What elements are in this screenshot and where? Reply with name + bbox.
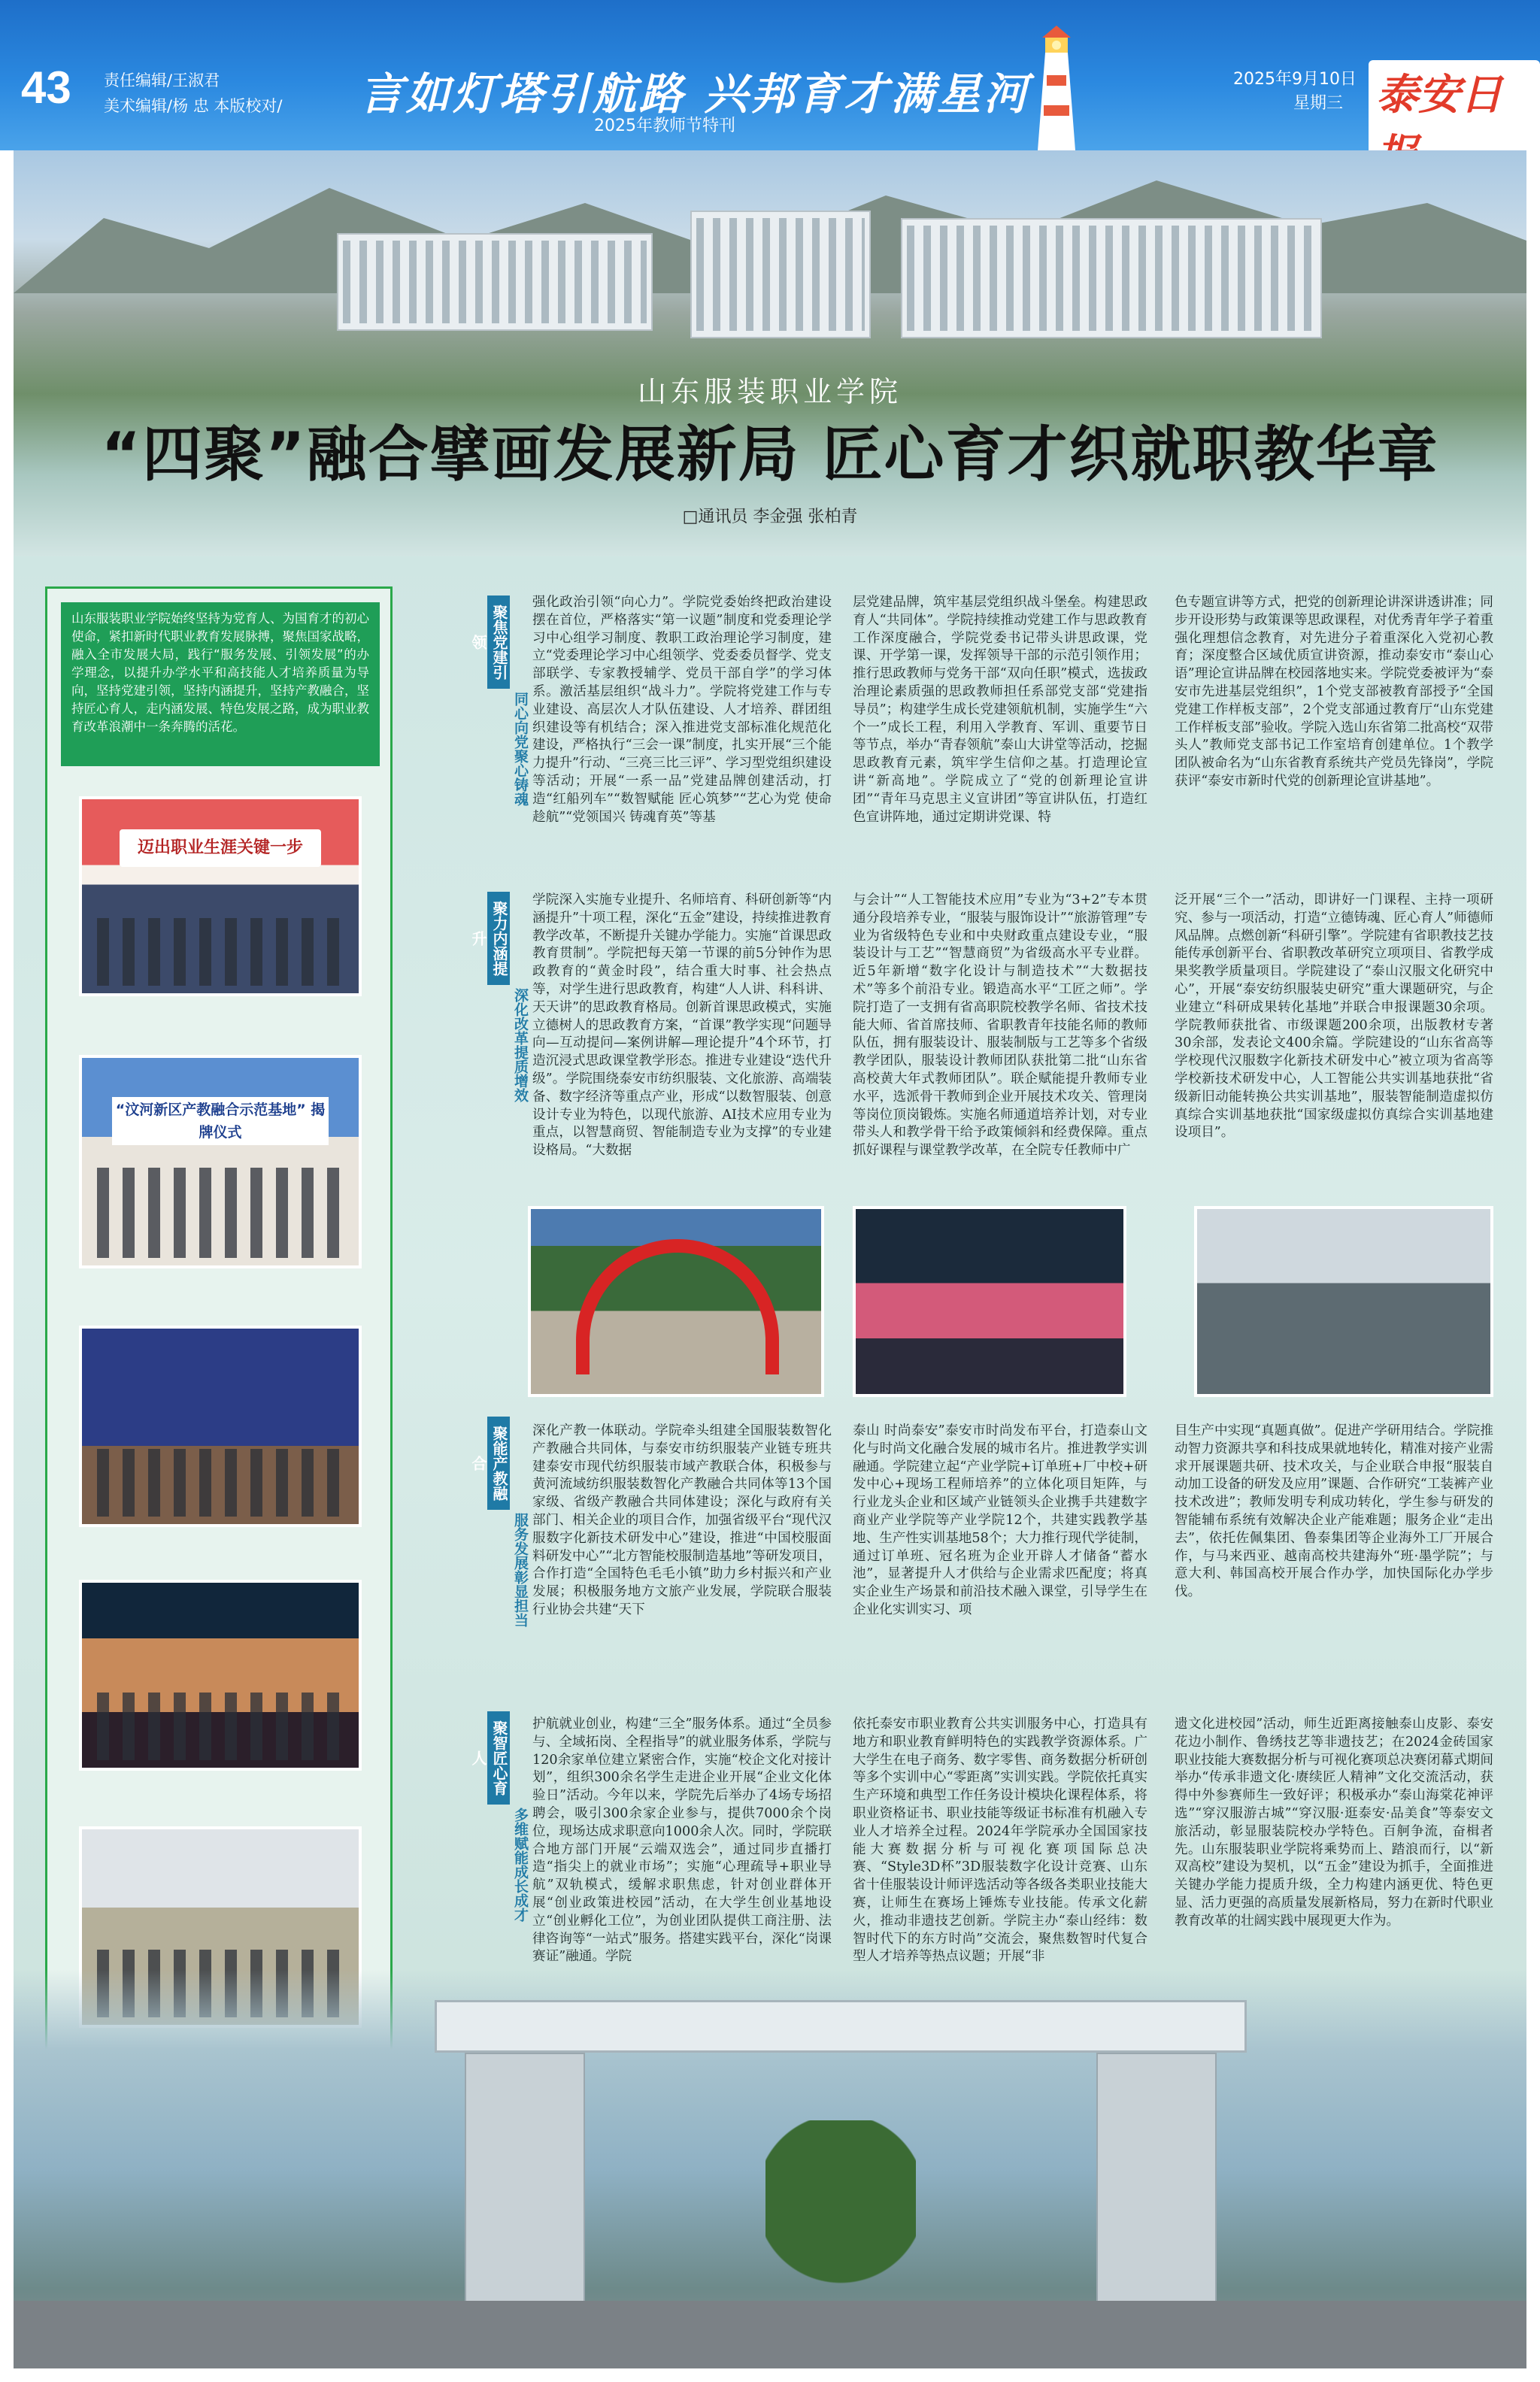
photo-career-event: [79, 796, 362, 996]
editor-line-1: 责任编辑/王淑君: [104, 71, 220, 89]
section2-column1: 学院深入实施专业提升、名师培育、科研创新等“内涵提升”十项工程，深化“五金”建设，持续推进教育教学改革，不断提升关键办学能力。实施“首课思政教育贯制”。学院把每天第一节课的前5分钟作为思政教育的“黄金时段”，结合重大时事、社会热点等，对学生进行思政教育，构建“人人讲、科科讲、天天讲”的思政教育格局。创新首课思政模式，实施立德树人的思政教育方案，“首课”教学实现“问题导向—互动提问—案例讲解—理论提升”4个环节，打造沉浸式思政课堂教学形态。推进专业建设“迭代升级”。学院围绕泰安市纺织服装、文化旅游、高端装备、数字经济等重点产业，形成“以数智服装、创意设计专业为特色，以现代旅游、AI技术应用专业为重点，以智慧商贸、智能制造专业为支撑”的专业建设格局。“大数据: [532, 892, 832, 1159]
edition-title: 言如灯塔引航路 兴邦育才满星河: [359, 68, 1031, 120]
people-silhouettes: [97, 1168, 344, 1258]
trees: [765, 2120, 916, 2316]
editor-line-2: 美术编辑/杨 忠 本版校对/: [104, 97, 283, 115]
road: [14, 2301, 1526, 2368]
section-subtab-party: 同心向党聚心铸魂: [512, 692, 529, 806]
photo-skills-competition: [79, 1326, 362, 1527]
photo-unveiling-ceremony: [79, 1055, 362, 1268]
section3-column2: 泰山 时尚泰安”泰安市时尚发布平台，打造泰山文化与时尚文化融合发展的城市名片。推进教学实训融通。学院建立起“产业学院+订单班+厂中校+研发中心+现场工程师培养”的立体化项目矩阵，与行业龙头企业和区域产业链领头企业携手共建数字商业产业学院等产业学院12个，共建实践教学基地、生产性实训基地58个；大力推行现代学徒制，通过订单班、冠名班为企业开辟人才储备“蓄水池”，显著提升人才供给与企业需求匹配度；将真实企业生产场景和前沿技术融入课堂，引导学生在企业化实训实习、项: [853, 1423, 1147, 1617]
section2-column2: 与会计”“人工智能技术应用”专业为“3+2”专本贯通分段培养专业，“服装与服饰设计”“旅游管理”专业为省级特色专业和中央财政重点建设专业，“服装设计与工艺”“智慧商贸”为省级高水平专业群。近5年新增“数字化设计与制造技术”“大数据技术”等多个前沿专业。锻造高水平“工匠之师”。学院打造了一支拥有省高职院校教学名师、省技术技能大师、省首席技师、省职教青年技能名师的教师队伍，拥有服装设计、服装制版与工艺等多个省级教学团队，服装设计教师团队获批第二批“山东省高校黄大年式教师团队”。联企赋能提升教师专业水平，选派骨干教师到企业开展技术攻关、管理岗等岗位顶岗锻炼。实施名师通道培养计划，对专业带头人和教学骨干给予政策倾斜和经费保障。重点抓好课程与课堂教学改革，在全院专任教师中广: [853, 892, 1147, 1159]
photo-runway-show: [853, 1206, 1126, 1397]
lighthouse-icon: [1015, 23, 1098, 150]
section-tab-talent: 聚智匠心育人: [487, 1711, 510, 1805]
photo-banner-text: 迈出职业生涯关键一步: [120, 829, 321, 867]
issue-date: [1233, 68, 1357, 116]
campus-building-center: [690, 211, 871, 338]
section4-column2: 依托泰安市职业教育公共实训服务中心，打造具有地方和职业教育鲜明特色的实践教学资源体系。广大学生在电子商务、数字零售、商务数据分析研创等多个实训中心“零距离”实训实践。学院依托真实生产环境和典型工作任务设计模块化课程体系，将职业资格证书、职业技能等级证书标准有机融入专业人才培养全过程。2024年学院承办全国国家技能大赛数据分析与可视化赛项国际总决赛、“Style3D杯”3D服装数字化设计竞赛、山东省十佳服装设计师评选活动等各级各类职业技能大赛，让师生在赛场上锤炼专业技能。传承文化薪火，推动非遗技艺创新。学院主办“泰山经纬：数智时代下的东方时尚”交流会，聚焦数智时代复合型人才培养等热点议题；开展“非: [853, 1717, 1147, 1965]
audience-silhouettes: [97, 918, 344, 986]
intro-text: 山东服装职业学院始终坚持为党育人、为国育才的初心使命，紧扣新时代职业教育发展脉搏，聚焦国家战略，融入全市发展大局，践行“服务发展、引领发展”的办学理念，以提升办学水平和高技能人才培养质量为导向，坚持党建引领，坚持内涵提升，坚持产教融合，坚持匠心育人，走内涵发展、特色发展之路，成为职业教育改革浪潮中一条奔腾的活花。: [61, 602, 380, 766]
section2-column3: 泛开展“三个一”活动，即讲好一门课程、主持一项研究、参与一项活动，打造“立德铸魂、匠心育人”师德师风品牌。点燃创新“科研引擎”。学院建有省职教技艺技能传承创新平台、省职教改革研究立项项目、省教学成果奖教学质量项目。学院建设了“泰山汉服文化研究中心”，开展“泰安纺织服装史研究”重大课题研究，与企业建立“科研成果转化基地”并联合申报课题30余项。学院教师获批省、市级课题200余项，出版教材专著30余部，发表论文400余篇。学院建设的“山东省高等学校现代汉服数字化新技术研发中心”被立项为省高等学校新技术研发中心，人工智能公共实训基地获批“省级新旧动能转换公共实训基地”，服装智能制造虚拟仿真综合实训基地获批“国家级虚拟仿真综合实训基地建设项目”。: [1175, 892, 1493, 1141]
section1-column2: 层党建品牌，筑牢基层党组织战斗堡垒。构建思政育人“共同体”。学院持续推动党建工作与思政教育工作深度融合，学院党委书记带头讲思政课，党课、开学第一课，发挥领导干部的示范引领作用；推行思政教师与党务干部“双向任职”模式，选拔政治理论素质强的思政教师担任系部党支部“党建指导员”；构建学生成长党建领航机制，实施学生“六个一”成长工程，利用入学教育、军训、重要节日等节点，举办“青春领航”泰山大讲堂等活动，挖掘思政教育元素，筑牢学生信仰之基。打造理论宣讲“新高地”。学院成立了“党的创新理论宣讲团”“青年马克思主义宣讲团”等宣讲队伍，打造红色宣讲阵地，通过定期讲党课、特: [853, 595, 1147, 825]
photo-banner-text: “汶河新区产教融合示范基地” 揭牌仪式: [112, 1097, 329, 1145]
edition-subtitle: 2025年教师节特刊: [594, 117, 735, 135]
date-text: 2025年9月10日: [1233, 70, 1357, 89]
section1-column1: 强化政治引领“向心力”。学院党委始终把政治建设摆在首位，严格落实“第一议题”制度和党委理论学习中心组学习制度、教职工政治理论学习制度，建立“党委理论学习中心组领学、党委委员督学、党支部联学、专家教授辅学、党员干部自学”的学习体系。激活基层组织“战斗力”。学院将党建工作与专业建设、高层次人才队伍建设、人才培养、群团组织建设等有机结合；深入推进党支部标准化规范化建设，严格执行“三会一课”制度，扎实开展“三个能力提升”行动、“三亮三比三评”、学习型党组织建设等活动；开展“一系一品”党建品牌创建活动，打造“红船列车”“数智赋能 匠心筑梦”“艺心为党 使命趁航”“党领国兴 铸魂育英”等基: [532, 595, 832, 825]
editor-credits: [104, 68, 283, 119]
photo-campus-gate: [14, 1970, 1526, 2368]
masthead: [0, 0, 1540, 150]
photo-campus-arch: [528, 1206, 824, 1397]
photo-workshop-visit: [1194, 1206, 1493, 1397]
page-number: 43: [21, 62, 71, 113]
gate-pillar-right: [1096, 2053, 1217, 2338]
section-subtab-quality: 深化改革提质增效: [512, 988, 529, 1102]
section3-column3: 目生产中实现“真题真做”。促进产学研用结合。学院推动智力资源共享和科技成果就地转化，精准对接产业需求开展课题共研、技术攻关，与企业联合申报“服装自动加工设备的研发及应用”课题、合作研究“工装裤产业技术改进”；教师发明专利成功转化，学生参与研发的智能辅布系统有效解决企业产能难题；服务企业“走出去”，依托佐佩集团、鲁泰集团等企业海外工厂开展合作，与马来西亚、越南高校共建海外“班·墨学院”；与意大利、韩国高校开展合作办学，加快国际化办学步伐。: [1175, 1423, 1493, 1600]
people-silhouettes: [97, 1449, 344, 1517]
section-tab-party: 聚焦党建引领: [487, 596, 510, 689]
weekday-text: 星期三: [1293, 94, 1344, 113]
section-subtab-industry: 服务发展彰显担当: [512, 1513, 529, 1627]
headline: “四聚”融合擘画发展新局 匠心育才织就职教华章: [101, 420, 1439, 489]
section3-column1: 深化产教一体联动。学院牵头组建全国服装数智化产教融合共同体，与泰安市纺织服装产业链专班共建泰安市现代纺织服装市域产教联合体，积极参与黄河流域纺织服装数智化产教融合共同体等13个国家级、省级产教融合共同体建设；深化与政府有关部门、相关企业的项目合作，加强省级平台“现代汉服数字化新技术研发中心”建设，推进“中国校服面料研发中心”“北方智能校服制造基地”等研发项目，合作打造“全国特色毛毛小镇”助力乡村振兴和产业发展；积极服务地方文旅产业发展，学院联合服装行业协会共建“天下: [532, 1423, 832, 1617]
institution-name: 山东服装职业学院: [637, 375, 902, 408]
photo-fashion-show: [79, 1580, 362, 1771]
campus-building-left: [337, 233, 653, 331]
hero-campus-photo: [14, 150, 1526, 556]
section-tab-industry: 聚能产教融合: [487, 1417, 510, 1510]
byline: □通讯员 李金强 张柏青: [682, 508, 858, 526]
newspaper-logo: 泰安日: [1369, 60, 1540, 183]
gate-crossbar: [435, 2000, 1247, 2053]
inflatable-arch: [576, 1239, 779, 1374]
gate-pillar-left: [465, 2053, 585, 2338]
section4-column3: 遗文化进校园”活动，师生近距离接触泰山皮影、泰安花边小制作、鲁绣技艺等非遗技艺；在2024金砖国家职业技能大赛数据分析与可视化赛项总决赛闭幕式期间举办“传承非遗文化·赓续匠人精神”文化交流活动，获得中外参赛师生一致好评；积极承办“泰山海棠花神评选”“穿汉服游古城”“穿汉服·逛泰安·品美食”等泰安文旅活动，彰显服装院校办学特色。百舸争流，奋楫者先。山东服装职业学院将乘势而上、踏浪而行，以“新双高校”建设为契机，以“五金”建设为抓手，全面推进关键办学能力提质升级，全力构建内涵更优、特色更显、活力更强的高质量发展新格局，努力在新时代职业教育改革的壮阔实践中展现更大作为。: [1175, 1717, 1493, 1929]
campus-building-right: [901, 218, 1322, 338]
section4-column1: 护航就业创业，构建“三全”服务体系。通过“全员参与、全域拓岗、全程指导”的就业服务体系，学院与120余家单位建立紧密合作，实施“校企文化对接计划”，组织300余名学生走进企业开展“企业文化体验日”活动。今年以来，学院先后举办了4场专场招聘会，吸引300余家企业参与，提供7000余个岗位，现场达成求职意向1000余人次。同时，学院联合地方部门开展“云端双选会”，通过同步直播打造“指尖上的就业市场”；实施“心理疏导+职业导航”双轨模式，缓解求职焦虑，针对创业群体开展“创业政策进校园”活动，在大学生创业基地设立“创业孵化工位”，为创业团队提供工商注册、法律咨询等“一站式”服务。搭建实践平台，深化“岗课赛证”融通。学院: [532, 1717, 832, 1965]
section1-column3: 色专题宣讲等方式，把党的创新理论讲深讲透讲准；同步开设形势与政策课等思政课程，对优秀青年学子着重强化理想信念教育，对先进分子着重深化入党初心教育；深度整合区域优质宣讲资源，推动泰安市“泰山心语”理论宣讲品牌在校园落地实来。学院党委被评为“泰安市先进基层党组织”，1个党支部被教育部授予“全国党建工作样板支部”，2个党支部通过教育厅“山东党建工作样板支部”验收。学院入选山东省第二批高校“双带头人”教师党支部书记工作室培育创建单位。1个教学团队被命名为“山东省教育系统共产党员先锋岗”，学院获评“泰安市新时代党的创新理论宣讲基地”。: [1175, 595, 1493, 789]
models-silhouettes: [97, 1693, 344, 1760]
section-subtab-talent: 多维赋能成长成才: [512, 1808, 529, 1922]
section-tab-quality: 聚力内涵提升: [487, 892, 510, 985]
